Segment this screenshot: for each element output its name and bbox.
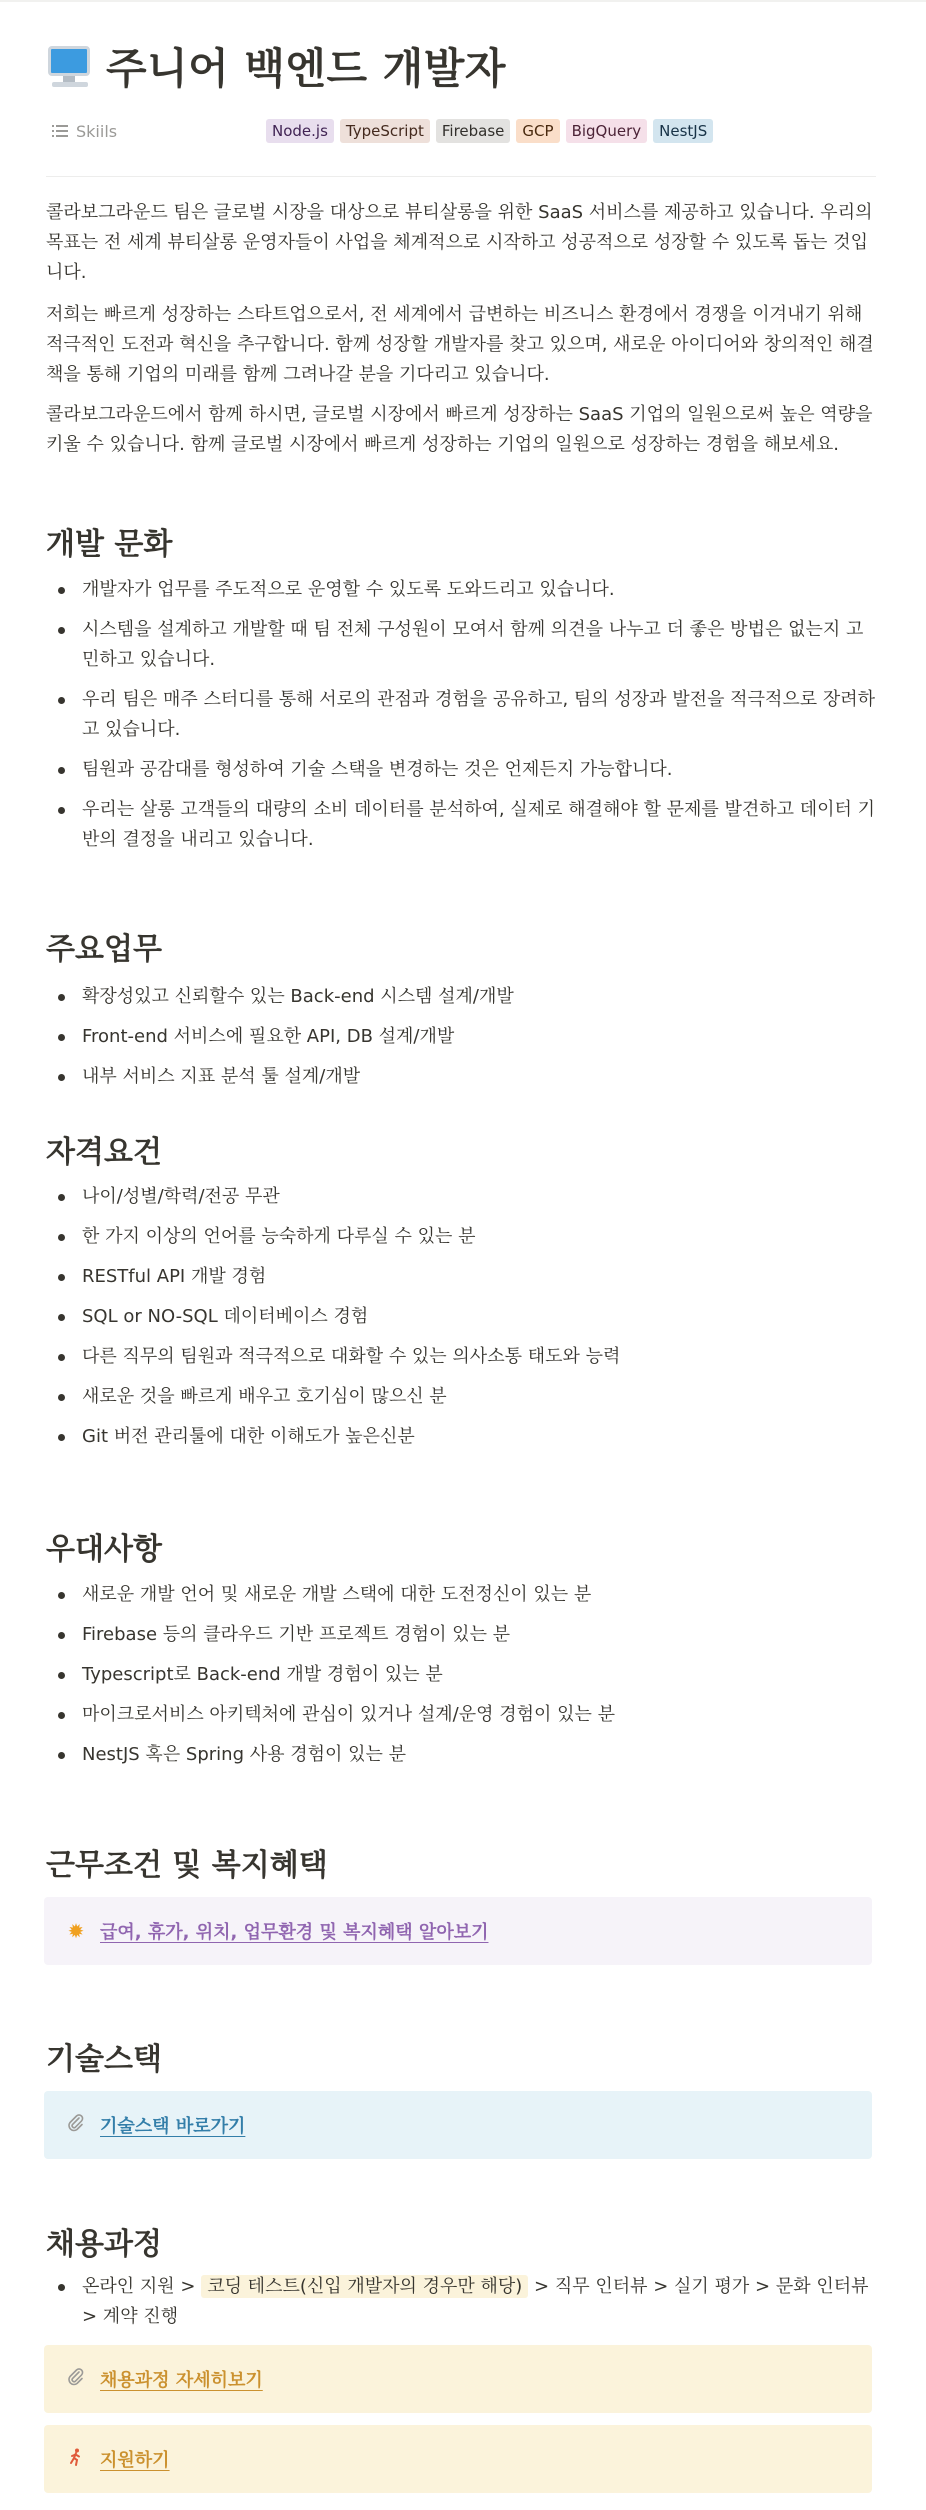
stack-callout[interactable]: [44, 2091, 872, 2159]
list-item: 다른 직무의 팀원과 적극적으로 대화할 수 있는 의사소통 태도와 능력: [46, 1342, 876, 1372]
steps-highlight: 코딩 테스트(신입 개발자의 경우만 해당): [201, 2275, 528, 2298]
tag-firebase[interactable]: Firebase: [436, 119, 511, 143]
list-item: RESTful API 개발 경험: [46, 1262, 876, 1292]
preferred-list: [46, 1580, 876, 1780]
top-border: [0, 0, 926, 2]
divider: [46, 176, 876, 177]
list-item: Git 버전 관리툴에 대한 이해도가 높은신분: [46, 1422, 876, 1452]
list-item: NestJS 혹은 Spring 사용 경험이 있는 분: [46, 1740, 876, 1770]
paperclip-icon: [62, 2113, 90, 2138]
skill-tags[interactable]: [266, 119, 719, 143]
skills-property[interactable]: [52, 116, 876, 146]
tag-nestjs[interactable]: NestJS: [653, 119, 713, 143]
list-item: Front-end 서비스에 필요한 API, DB 설계/개발: [46, 1022, 876, 1052]
benefits-heading: 근무조건 및 복지혜택: [46, 1848, 328, 1883]
sparkle-icon: ✹: [67, 1919, 85, 1943]
benefits-link[interactable]: 급여, 휴가, 위치, 업무환경 및 복지혜택 알아보기: [100, 1922, 489, 1943]
list-item: 시스템을 설계하고 개발할 때 팀 전체 구성원이 모여서 함께 의견을 나누고 더 좋은 방법은 없는지 고민하고 있습니다.: [46, 615, 876, 675]
process-detail-link[interactable]: 채용과정 자세히보기: [100, 2370, 263, 2391]
process-heading: 채용과정: [46, 2227, 162, 2262]
tag-bigquery[interactable]: BigQuery: [566, 119, 648, 143]
list-icon: [52, 125, 68, 137]
preferred-heading: 우대사항: [46, 1532, 162, 1567]
list-item: 새로운 것을 빠르게 배우고 호기심이 많으신 분: [46, 1382, 876, 1412]
tag-typescript[interactable]: TypeScript: [340, 119, 430, 143]
person-running-icon: [62, 2447, 90, 2472]
list-item: 확장성있고 신뢰할수 있는 Back-end 시스템 설계/개발: [46, 982, 876, 1012]
property-name: Skiils: [76, 121, 118, 141]
list-item: 개발자가 업무를 주도적으로 운영할 수 있도록 도와드리고 있습니다.: [46, 575, 876, 605]
list-item: 나이/성별/학력/전공 무관: [46, 1182, 876, 1212]
process-steps: [46, 2272, 876, 2332]
paperclip-icon: [62, 2367, 90, 2392]
apply-link[interactable]: 지원하기: [100, 2450, 170, 2471]
duties-heading: 주요업무: [46, 932, 162, 967]
computer-icon: [46, 42, 94, 90]
benefits-callout[interactable]: [44, 1897, 872, 1965]
list-item: 팀원과 공감대를 형성하여 기술 스택을 변경하는 것은 언제든지 가능합니다.: [46, 755, 876, 785]
tag-gcp[interactable]: GCP: [516, 119, 559, 143]
list-item: 우리 팀은 매주 스터디를 통해 서로의 관점과 경험을 공유하고, 팀의 성장과 발전을 적극적으로 장려하고 있습니다.: [46, 685, 876, 745]
process-detail-callout[interactable]: [44, 2345, 872, 2413]
list-item: 내부 서비스 지표 분석 툴 설계/개발: [46, 1062, 876, 1092]
list-item: SQL or NO-SQL 데이터베이스 경험: [46, 1302, 876, 1332]
culture-heading: 개발 문화: [46, 527, 173, 562]
list-item: 우리는 살롱 고객들의 대량의 소비 데이터를 분석하여, 실제로 해결해야 할 문제를 발견하고 데이터 기반의 결정을 내리고 있습니다.: [46, 795, 876, 855]
list-item: Typescript로 Back-end 개발 경험이 있는 분: [46, 1660, 876, 1690]
property-label: [52, 122, 266, 141]
apply-callout[interactable]: [44, 2425, 872, 2493]
intro-paragraph-2: 저희는 빠르게 성장하는 스타트업으로서, 전 세계에서 급변하는 비즈니스 환경에서 경쟁을 이겨내기 위해 적극적인 도전과 혁신을 추구합니다. 함께 성장할 개발자를 찾고 있으며, 새로운 아이디어와 창의적인 해결책을 통해 기업의 미래를 함께 그려나갈 분을 기다리고 있습니다.: [46, 304, 874, 385]
tag-nodejs[interactable]: Node.js: [266, 119, 334, 143]
requirements-list: [46, 1182, 876, 1462]
steps-prefix: 온라인 지원 >: [82, 2276, 202, 2297]
list-item: Firebase 등의 클라우드 기반 프로젝트 경험이 있는 분: [46, 1620, 876, 1650]
steps-suffix: > 직무 인터뷰 > 실기 평가 > 문화 인터뷰 > 계약 진행: [82, 2276, 869, 2327]
list-item: 새로운 개발 언어 및 새로운 개발 스택에 대한 도전정신이 있는 분: [46, 1580, 876, 1610]
duties-list: [46, 982, 876, 1102]
requirements-heading: 자격요건: [46, 1135, 162, 1170]
culture-list: [46, 575, 876, 865]
title-row: [46, 36, 506, 96]
process-list: [46, 2272, 876, 2342]
intro-paragraph-3: 콜라보그라운드에서 함께 하시면, 글로벌 시장에서 빠르게 성장하는 SaaS 기업의 일원으로써 높은 역량을 키울 수 있습니다. 함께 글로벌 시장에서 빠르게 성장하는 기업의 일원으로 성장하는 경험을 해보세요.: [46, 404, 873, 455]
intro-paragraph-1: 콜라보그라운드 팀은 글로벌 시장을 대상으로 뷰티살롱을 위한 SaaS 서비스를 제공하고 있습니다. 우리의 목표는 전 세계 뷰티살롱 운영자들이 사업을 체계적으로 시작하고 성공적으로 성장할 수 있도록 돕는 것입니다.: [46, 202, 873, 283]
list-item: 마이크로서비스 아키텍처에 관심이 있거나 설계/운영 경험이 있는 분: [46, 1700, 876, 1730]
page-title: 주니어 백엔드 개발자: [106, 44, 506, 93]
list-item: 한 가지 이상의 언어를 능숙하게 다루실 수 있는 분: [46, 1222, 876, 1252]
stack-link[interactable]: 기술스택 바로가기: [100, 2116, 246, 2137]
stack-heading: 기술스택: [46, 2042, 162, 2077]
